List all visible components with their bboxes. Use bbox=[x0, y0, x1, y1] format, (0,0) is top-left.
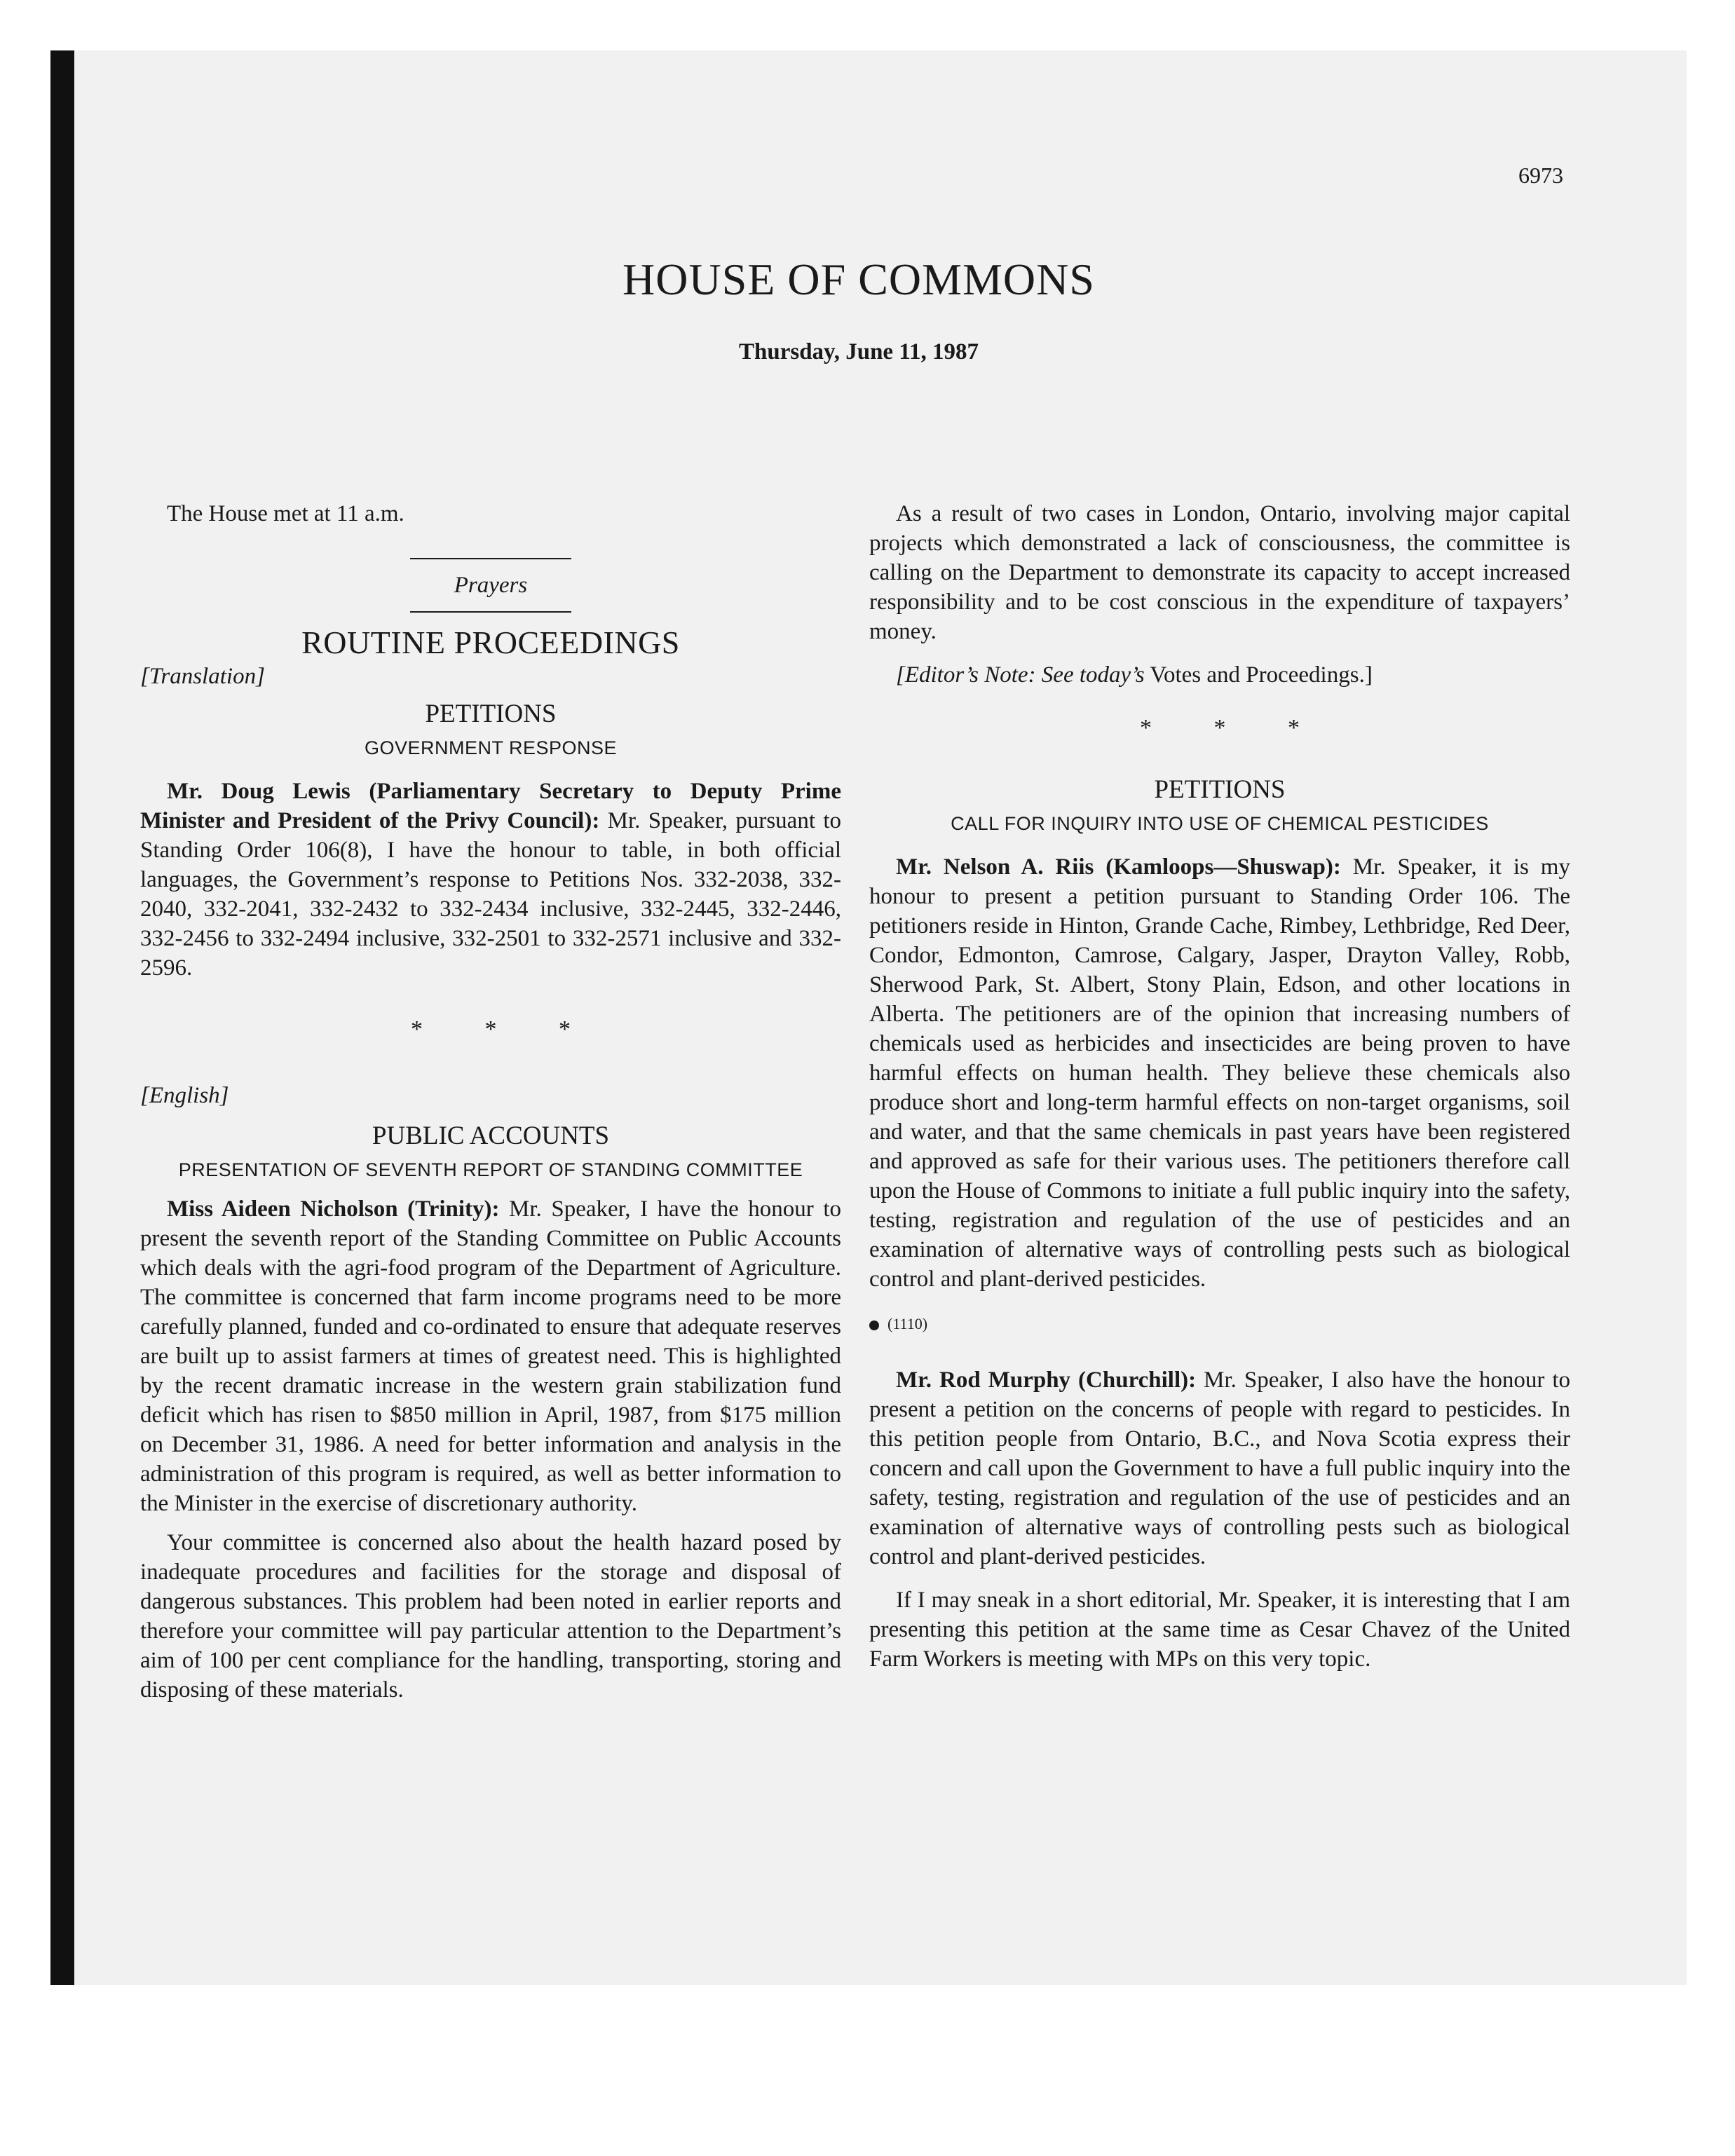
section-stars: * * * bbox=[411, 1016, 599, 1042]
riis-speaker: Mr. Nelson A. Riis (Kamloops—Shuswap): bbox=[896, 854, 1341, 880]
editors-note-italic: [Editor’s Note: See today’s bbox=[896, 662, 1145, 688]
section-rule bbox=[410, 558, 571, 559]
prayers-label: Prayers bbox=[454, 573, 528, 598]
nicholson-speaker: Miss Aideen Nicholson (Trinity): bbox=[167, 1196, 500, 1222]
seventh-report-subheading: PRESENTATION OF SEVENTH REPORT OF STANDING COMMITTEE bbox=[178, 1159, 803, 1180]
editors-note-rest: Votes and Proceedings.] bbox=[1150, 662, 1373, 688]
lewis-speaker: Mr. Doug Lewis (Parliamentary Secretary to Deputy Prime Minister and President of the Privy Council): bbox=[140, 779, 841, 833]
lewis-paragraph bbox=[140, 777, 841, 983]
right-column bbox=[869, 499, 1570, 1674]
petitions-heading: PETITIONS bbox=[425, 700, 557, 728]
english-note: [English] bbox=[140, 1083, 229, 1108]
murphy-paragraph bbox=[869, 1365, 1570, 1571]
nicholson-paragraph bbox=[140, 1194, 841, 1518]
scan-edge-bar bbox=[50, 50, 74, 1985]
nicholson-text: Mr. Speaker, I have the honour to present the seventh report of the Standing Committee on Public Accounts which deals with the agri-food program of the Department of Agriculture. The committee is concerned that farm income programs need to be more carefully planned, funded and co-ordinated to ensure that adequate reserves are built up to assist farmers at times of greatest need. This is highlighted by the recent dramatic increase in the western grain stabilization fund deficit which has risen to $850 million in April, 1987, from $175 million on December 31, 1986. A need for better information and analysis in the administration of this program is required, as well as better information to the Minister in the exercise of discretionary authority. bbox=[140, 1196, 841, 1516]
riis-text: Mr. Speaker, it is my honour to present a petition pursuant to Standing Order 106. The petitioners reside in Hinton, Grande Cache, Rimbey, Lethbridge, Red Deer, Condor, Edmonton, Camrose, Calgary, Jasper, Drayton Valley, Robb, Sherwood Park, St. Albert, Stony Plain, Edson, and other locations in Alberta. The petitioners are of the opinion that increasing numbers of chemicals used as herbicides and insecticides are being proven to have harmful effects on human health. They believe these chemicals also produce short and long-term harmful effects on non-target organisms, soil and water, and that the same chemicals in past years have been registered and approved as safe for their various uses. The petitioners therefore call upon the House of Commons to initiate a full public inquiry into the safety, testing, registration and regulation of the use of pesticides and an examination of alternative ways of controlling pests such as biological control and plant-derived pesticides. bbox=[869, 854, 1570, 1292]
sitting-date: Thursday, June 11, 1987 bbox=[738, 339, 979, 364]
left-column bbox=[140, 499, 841, 1705]
time-marker-text: (1110) bbox=[887, 1315, 928, 1332]
editors-note bbox=[869, 660, 1570, 690]
editorial-paragraph: If I may sneak in a short editorial, Mr. Speaker, it is interesting that I am presenting this petition at the same time as Cesar Chavez of the United Farm Workers is meeting with MPs on this very topic. bbox=[869, 1588, 1570, 1672]
bullet-dot-icon bbox=[869, 1321, 879, 1330]
inquiry-subheading: CALL FOR INQUIRY INTO USE OF CHEMICAL PESTICIDES bbox=[951, 813, 1489, 834]
government-response-subheading: GOVERNMENT RESPONSE bbox=[364, 737, 618, 758]
petitions-heading-right: PETITIONS bbox=[1154, 775, 1286, 804]
lewis-text: Mr. Speaker, pursuant to Standing Order 106(8), I have the honour to table, in both official languages, the Government’s response to Petitions Nos. 332-2038, 332-2040, 332-2041, 332-2432 to 332-2434 inclusive, 332-2445, 332-2446, 332-2456 to 332-2494 inclusive, 332-2501 to 332-2571 inclusive and 332-2596. bbox=[140, 808, 842, 981]
time-marker bbox=[869, 1309, 1570, 1339]
house-met-line: The House met at 11 a.m. bbox=[167, 501, 404, 526]
public-accounts-heading: PUBLIC ACCOUNTS bbox=[372, 1121, 610, 1150]
section-stars: * * * bbox=[1140, 715, 1328, 741]
murphy-text: Mr. Speaker, I also have the honour to present a petition on the concerns of people with regard to pesticides. In this petition people from Ontario, B.C., and Nova Scotia express their concern and call upon the Government to have a full public inquiry into the safety, testing, registration and regulation of the use of pesticides and an examination of alternative ways of controlling pests such as biological control and plant-derived pesticides. bbox=[869, 1367, 1571, 1569]
section-rule bbox=[410, 611, 571, 613]
masthead-title: HOUSE OF COMMONS bbox=[622, 254, 1095, 304]
routine-proceedings-heading: ROUTINE PROCEEDINGS bbox=[301, 625, 680, 660]
translation-note: [Translation] bbox=[140, 664, 265, 689]
committee-paragraph: Your committee is concerned also about the health hazard posed by inadequate procedures and facilities for the storage and disposal of dangerous substances. This problem had been noted in earlier reports and therefore your committee will pay particular attention to the Department’s aim of 100 per cent compliance for the handling, transporting, storing and disposing of these materials. bbox=[140, 1530, 841, 1703]
london-paragraph: As a result of two cases in London, Ontario, involving major capital projects which demonstrated a lack of consciousness, the committee is calling on the Department to demonstrate its capacity to accept increased responsibility and to be cost conscious in the expenditure of taxpayers’ money. bbox=[869, 501, 1570, 644]
page-number: 6973 bbox=[1518, 163, 1563, 188]
riis-paragraph bbox=[869, 852, 1570, 1294]
murphy-speaker: Mr. Rod Murphy (Churchill): bbox=[896, 1367, 1197, 1393]
